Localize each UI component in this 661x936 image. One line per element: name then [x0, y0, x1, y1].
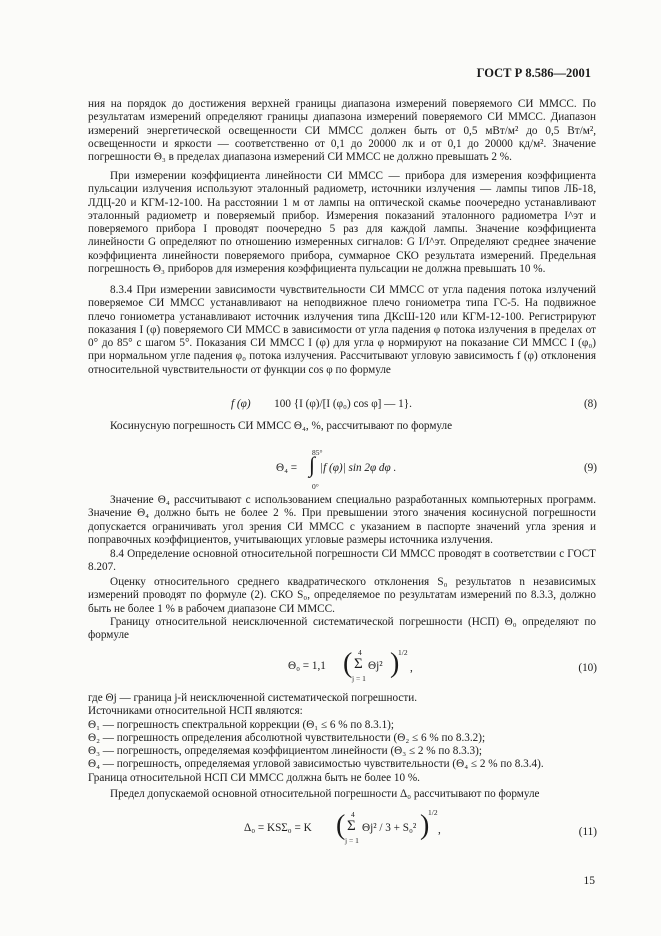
source-3: Θ₃ — погрешность, определяемая коэффициентом линейности (Θ₃ ≤ 2 % по 8.3.3);: [88, 745, 482, 758]
paragraph-3: 8.3.4 При измерении зависимости чувствительности СИ ММСС от угла падения потока излучений поверяемое СИ ММСС устанавливают на неподвижное плечо гониометра типа ГС-5. На подвижное плечо гониометра устанавливают источник излучения типа ДКсШ-120 или КГМ-12-100. Регистрируют показания I (φ) поверяемого СИ ММСС в зависимости от угла падения φ потока излучения в пределах от 0° до 85° с шагом 5°. Показания СИ ММСС I (φ) для угла φ нормируют на показание СИ ММСС I (φ₀) при нормальном угле падения φ₀ потока излучения. Рассчитывают угловую зависимость f (φ) отклонения относительной чувствительности от функции cos φ по формуле: [88, 284, 596, 376]
eq8-number: (8): [583, 398, 597, 410]
equation-9: [276, 448, 436, 494]
eq8-lhs: f (φ): [231, 398, 251, 410]
eq10-number: (10): [578, 662, 597, 674]
paragraph-6: 8.4 Определение основной относительной погрешности СИ ММСС проводят в соответствии с ГОСТ 8.207.: [88, 548, 596, 574]
eq9-lower-limit: 0°: [312, 482, 319, 491]
eq10-body: Θj²: [368, 660, 383, 672]
eq11-number: (11): [578, 826, 597, 838]
eq11-close-paren: ): [420, 810, 430, 841]
paragraph-9: Предел допускаемой основной относительной погрешности Δ₀ рассчитывают по формуле: [110, 788, 540, 800]
paragraph-1: ния на порядок до достижения верхней границы диапазона измерений поверяемого СИ ММСС. По результатам измерений определяют границы диапазона измерений поверяемого СИ ММСС. Диапазон измерений энергетической освещенности СИ ММСС должен быть от 0,5 мВт/м² до 0,5 Вт/м², освещенности и яркости — соответственно от 0,1 до 20000 лк и от 0,1 до 20000 кд/м². Значение погрешности Θ₃ в пределах диапазона измерений СИ ММСС не должно превышать 2 %.: [88, 98, 596, 164]
equation-8: [231, 398, 412, 410]
paragraph-4: Косинусную погрешность СИ ММСС Θ₄, %, рассчитывают по формуле: [110, 420, 453, 432]
eq9-body: |f (φ)| sin 2φ dφ .: [320, 462, 397, 474]
integral-sign: ∫: [309, 452, 316, 477]
page-number: 15: [583, 875, 595, 887]
eq10-open-paren: (: [343, 648, 353, 679]
eq11-lhs: Δ₀ = KSΣ₀ = K: [244, 822, 312, 834]
paragraph-nsp: [88, 616, 596, 643]
nsp-limit: Граница относительной НСП СИ ММСС должна быть не более 10 %.: [88, 771, 420, 784]
paragraph-linearity: [88, 170, 596, 276]
paragraph-8-4: [88, 548, 596, 575]
paragraph-sko: [88, 576, 596, 616]
eq11-sum-bottom: j = 1: [345, 836, 359, 845]
sources-intro: Источниками относительной НСП являются:: [88, 705, 303, 718]
paragraph-cosine: [88, 420, 596, 433]
eq11-sigma: Σ: [347, 818, 356, 834]
eq11-body: Θj² / 3 + S₀²: [362, 822, 417, 834]
sources-list: [88, 692, 596, 785]
eq10-comma: ,: [410, 662, 413, 674]
source-2: Θ₂ — погрешность определения абсолютной чувствительности (Θ₂ ≤ 6 % по 8.3.2);: [88, 731, 486, 744]
eq10-close-paren: ): [390, 648, 400, 679]
paragraph-5: Значение Θ₄ рассчитывают с использованием специально разработанных компьютерных программ. Значение Θ₄ должно быть не более 2 %. При превышении этого значения косинусной погрешности допускается ограничивать угол зрения СИ ММСС с указанием в паспорте значений угла зрения и поправочных коэффициентов, учитывающих угловые размеры источника излучения.: [88, 494, 596, 546]
eq9-number: (9): [583, 462, 597, 474]
where-line: где Θj — граница j-й неисключенной систематической погрешности.: [88, 692, 417, 704]
paragraph-8: Границу относительной неисключенной систематической погрешности (НСП) Θ₀ определяют по формуле: [88, 616, 596, 642]
eq10-lhs: Θ₀ = 1,1: [288, 660, 326, 672]
page-header: ГОСТ Р 8.586—2001: [476, 66, 591, 80]
source-4: Θ₄ — погрешность, определяемая угловой зависимостью чувствительности (Θ₄ ≤ 2 % по 8.3.4).: [88, 758, 544, 771]
equation-11: [244, 806, 444, 850]
eq8-rhs: 100 {I (φ)/[I (φ₀) cos φ] — 1}.: [274, 398, 412, 410]
eq10-sum-top: 4: [358, 648, 362, 657]
paragraph-2: При измерении коэффициента линейности СИ ММСС — прибора для измерения коэффициента пульсации излучения используют эталонный радиометр, источники излучения — лампы типов ЛБ-18, ЛДЦ-20 и КГМ-12-100. На расстоянии 1 м от лампы на оптической скамье поочередно устанавливают эталонный радиометр и поверяемый прибор. Измерения показаний эталонного радиометра I^эт и поверяемого прибора I проводят поочередно 5 раз для каждой лампы. Значение коэффициента линейности G определяют по отношению измеренных сигналов: G I/I^эт. Определяют среднее значение коэффициента линейности поверяемого прибора, суммарное СКО результата измерений. Предельная погрешность Θ₃ приборов для измерения коэффициента пульсации не должна превышать 10 %.: [88, 170, 596, 276]
eq10-sigma: Σ: [354, 656, 363, 672]
source-1: Θ₁ — погрешность спектральной коррекции (Θ₁ ≤ 6 % по 8.3.1);: [88, 718, 394, 731]
eq11-sum-top: 4: [351, 810, 355, 819]
equation-10: [288, 646, 418, 686]
paragraph-limit: [88, 788, 596, 801]
paragraph-7: Оценку относительного среднего квадратического отклонения S₀ результатов n независимых измерений проводят по формуле (2). СКО S₀, определяемое по результатам измерений по 8.3.3, должно быть не более 1 % в рабочем диапазоне СИ ММСС.: [88, 576, 596, 615]
eq11-power: 1/2: [428, 808, 438, 817]
eq10-sum-bottom: j = 1: [352, 674, 366, 683]
eq11-comma: ,: [438, 824, 441, 836]
paragraph-theta4: [88, 494, 596, 547]
eq11-open-paren: (: [336, 810, 346, 841]
eq10-power: 1/2: [398, 648, 408, 657]
eq9-upper-limit: 85°: [312, 448, 323, 457]
paragraph-8-3-4: [88, 284, 596, 377]
paragraph-continuation: [88, 98, 596, 164]
eq9-lhs: Θ₄ =: [276, 462, 298, 474]
